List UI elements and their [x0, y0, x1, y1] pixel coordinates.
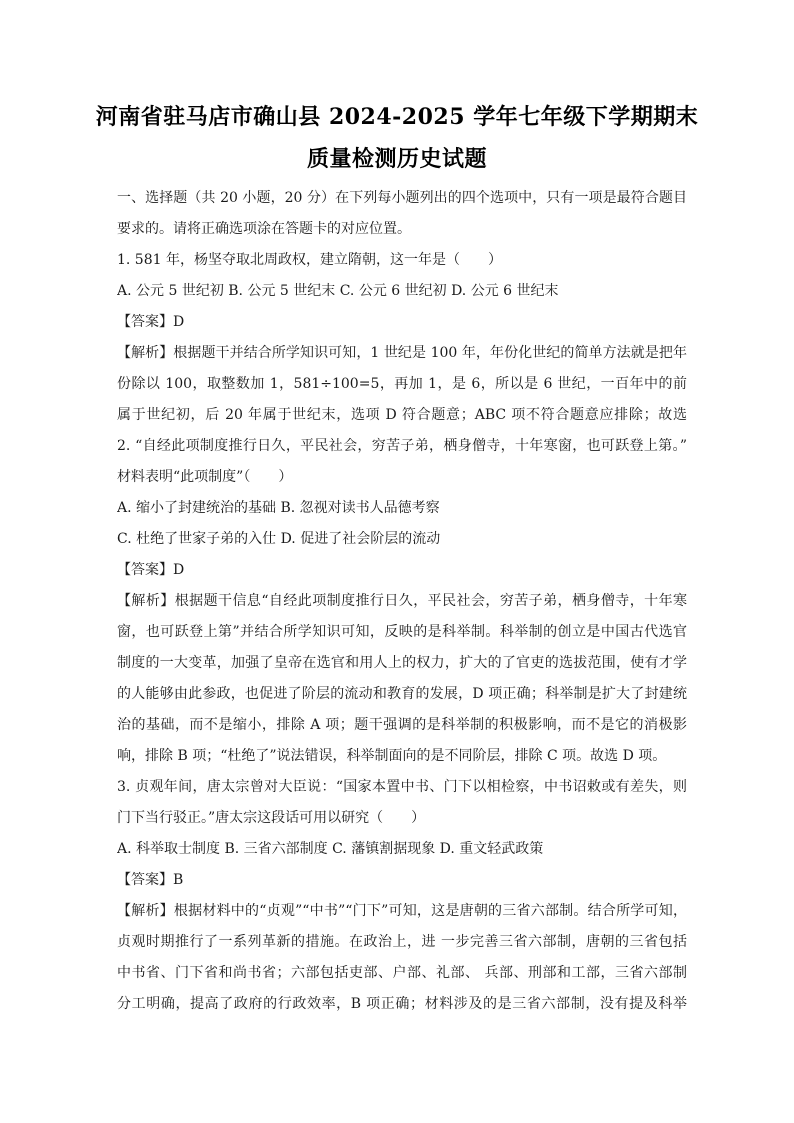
question-2-stem: 材料表明“此项制度”（ ）	[117, 469, 293, 485]
question-1-options: A. 公元 5 世纪初 B. 公元 5 世纪末 C. 公元 6 世纪初 D. 公元 6 世纪末	[117, 283, 559, 299]
question-2-answer: 【答案】D	[117, 562, 185, 578]
question-1-answer: 【答案】D	[117, 314, 185, 330]
question-2-analysis-line: 治的基础，而不是缩小，排除 A 项；题干强调的是科举制的积极影响，而不是它的消极影	[117, 717, 687, 733]
question-2-analysis-line: 的人能够由此参政，也促进了阶层的流动和教育的发展，D 项正确；科举制是扩大了封建统	[117, 686, 687, 702]
question-1-analysis-line: 【解析】根据题干并结合所学知识可知，1 世纪是 100 年，年份化世纪的简单方法就是把年	[117, 345, 687, 361]
question-3-options: A. 科举取士制度 B. 三省六部制度 C. 藩镇割据现象 D. 重文轻武政策	[117, 841, 544, 857]
exam-body	[117, 183, 687, 1020]
exam-title-line-2: 质量检测历史试题	[306, 146, 487, 172]
question-2-analysis-line: 制度的一大变革，加强了皇帝在选官和用人上的权力，扩大的了官吏的选拔范围，使有才学	[117, 655, 687, 671]
question-1-analysis-line: 属于世纪初，后 20 年属于世纪末，选项 D 符合题意；ABC 项不符合题意应排除；故选	[117, 407, 687, 423]
question-1-analysis-line: 份除以 100，取整数加 1，581÷100=5，再加 1，是 6，所以是 6 世纪，一百年中的前	[117, 376, 687, 392]
question-2-stem: 2. “自经此项制度推行日久，平民社会，穷苦子弟，栖身僧寺，十年寒窗，也可跃登上第。”	[117, 438, 687, 454]
exam-title-line-1: 河南省驻马店市确山县 2024-2025 学年七年级下学期期末	[95, 104, 699, 130]
question-2-analysis-line: 窗，也可跃登上第”并结合所学知识可知，反映的是科举制。科举制的创立是中国古代选官	[117, 624, 687, 640]
question-1-stem: 1. 581 年，杨坚夺取北周政权，建立隋朝，这一年是（ ）	[117, 252, 502, 268]
question-3-analysis-line: 分工明确，提高了政府的行政效率，B 项正确；材料涉及的是三省六部制，没有提及科举	[117, 996, 687, 1012]
section-instruction-line: 一、选择题（共 20 小题，20 分）在下列每小题列出的四个选项中，只有一项是最符合题目	[117, 190, 687, 206]
question-2-options: A. 缩小了封建统治的基础 B. 忽视对读书人品德考察	[117, 500, 440, 516]
question-3-analysis-line: 【解析】根据材料中的“贞观”“中书”“门下”可知，这是唐朝的三省六部制。结合所学可知，	[117, 903, 687, 919]
question-2-analysis-line: 响，排除 B 项；“杜绝了”说法错误，科举制面向的是不同阶层，排除 C 项。故选 D 项。	[117, 748, 667, 764]
question-3-analysis-line: 贞观时期推行了一系列革新的措施。在政治上，进 一步完善三省六部制，唐朝的三省包括	[117, 934, 687, 950]
question-3-stem: 门下当行驳正。”唐太宗这段话可用以研究（ ）	[117, 810, 426, 826]
question-2-analysis-line: 【解析】根据题干信息“自经此项制度推行日久，平民社会，穷苦子弟，栖身僧寺，十年寒	[117, 593, 687, 609]
question-3-stem: 3. 贞观年间，唐太宗曾对大臣说：“国家本置中书、门下以相检察，中书诏敕或有差失，则	[117, 779, 687, 795]
question-3-analysis-line: 中书省、门下省和尚书省；六部包括吏部、户部、礼部、 兵部、刑部和工部，三省六部制	[117, 965, 687, 981]
section-instruction-line: 要求的。请将正确选项涂在答题卡的对应位置。	[117, 221, 411, 237]
question-2-options: C. 杜绝了世家子弟的入仕 D. 促进了社会阶层的流动	[117, 531, 441, 547]
question-3-answer: 【答案】B	[117, 872, 184, 888]
